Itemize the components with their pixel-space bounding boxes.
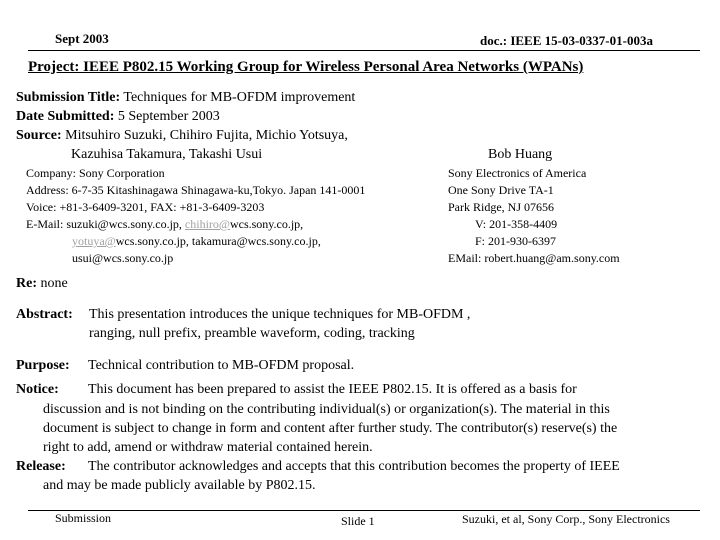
notice-line4: right to add, amend or withdraw material contained herein. [43,440,373,455]
abstract-label-text: Abstract: [16,307,73,322]
email-link-chihiro[interactable]: chihiro@ [184,217,230,231]
date-submitted [16,107,220,126]
release-label-text: Release: [16,459,66,474]
footer-rule [28,510,700,511]
purpose-label [16,356,70,375]
notice-label [16,380,59,399]
source-right-name: Bob Huang [488,147,553,162]
left-company: Company: Sony Corporation [26,166,165,180]
abstract-label [16,305,73,324]
left-email-line3: usui@wcs.sony.co.jp [72,251,174,265]
abstract-line2: ranging, null prefix, preamble waveform, coding, tracking [89,326,415,341]
submission-title [16,88,355,107]
date-submitted-value: 5 September 2003 [117,109,220,124]
left-email-line2 [72,233,321,250]
left-address: Address: 6-7-35 Kitashinagawa Shinagawa-ku,Tokyo. Japan 141-0001 [26,183,366,197]
notice-line1: This document has been prepared to assist the IEEE P802.15. It is offered as a basis for [88,382,577,397]
header-date: Sept 2003 [55,31,109,46]
purpose-label-text: Purpose: [16,358,70,373]
project-title: Project: IEEE P802.15 Working Group for Wireless Personal Area Networks (WPANs) [28,59,584,75]
right-address1: One Sony Drive TA-1 [448,183,554,197]
notice-line3: document is subject to change in form and content after further study. The contributor(s) reserve(s) the [43,421,618,436]
right-company: Sony Electronics of America [448,166,587,180]
purpose-value: Technical contribution to MB-OFDM proposal. [88,358,355,373]
source-line2: Kazuhisa Takamura, Takashi Usui [71,147,263,162]
submission-title-value: Techniques for MB-OFDM improvement [123,90,356,105]
re-label: Re: [16,276,37,291]
header-doc-id: doc.: IEEE 15-03-0337-01-003a [480,33,653,48]
source-label: Source: [16,128,62,143]
right-fax: F: 201-930-6397 [475,234,556,248]
submission-title-label: Submission Title: [16,90,121,105]
left-email-prefix: E-Mail: suzuki@wcs.sony.co.jp, [26,217,185,231]
release-line2: and may be made publicly available by P802.15. [43,478,316,493]
footer-left: Submission [55,511,112,525]
footer-right: Suzuki, et al, Sony Corp., Sony Electronics [462,512,670,526]
email-link-yotuya[interactable]: yotuya@ [72,234,116,248]
left-email-rest1: wcs.sony.co.jp, [229,217,304,231]
right-voice: V: 201-358-4409 [475,217,558,231]
source-line1: Mitsuhiro Suzuki, Chihiro Fujita, Michio Yotsuya, [65,128,348,143]
right-email: EMail: robert.huang@am.sony.com [448,251,620,265]
source [16,126,348,145]
footer-slide-number: Slide 1 [341,514,375,528]
header-rule [28,50,700,51]
release-line1: The contributor acknowledges and accepts that this contribution becomes the property of IEEE [88,459,620,474]
left-voice: Voice: +81-3-6409-3201, FAX: +81-3-6409-3203 [26,200,265,214]
re-value: none [40,276,68,291]
abstract-line1: This presentation introduces the unique techniques for MB-OFDM , [89,307,471,322]
release-label [16,457,66,476]
date-submitted-label: Date Submitted: [16,109,115,124]
notice-label-text: Notice: [16,382,59,397]
notice-line2: discussion and is not binding on the contributing individual(s) or organization(s). The material in this [43,402,610,417]
left-email-rest2: wcs.sony.co.jp, takamura@wcs.sony.co.jp, [115,234,321,248]
right-address2: Park Ridge, NJ 07656 [448,200,554,214]
re-line [16,274,68,293]
left-email-line1 [26,216,303,233]
